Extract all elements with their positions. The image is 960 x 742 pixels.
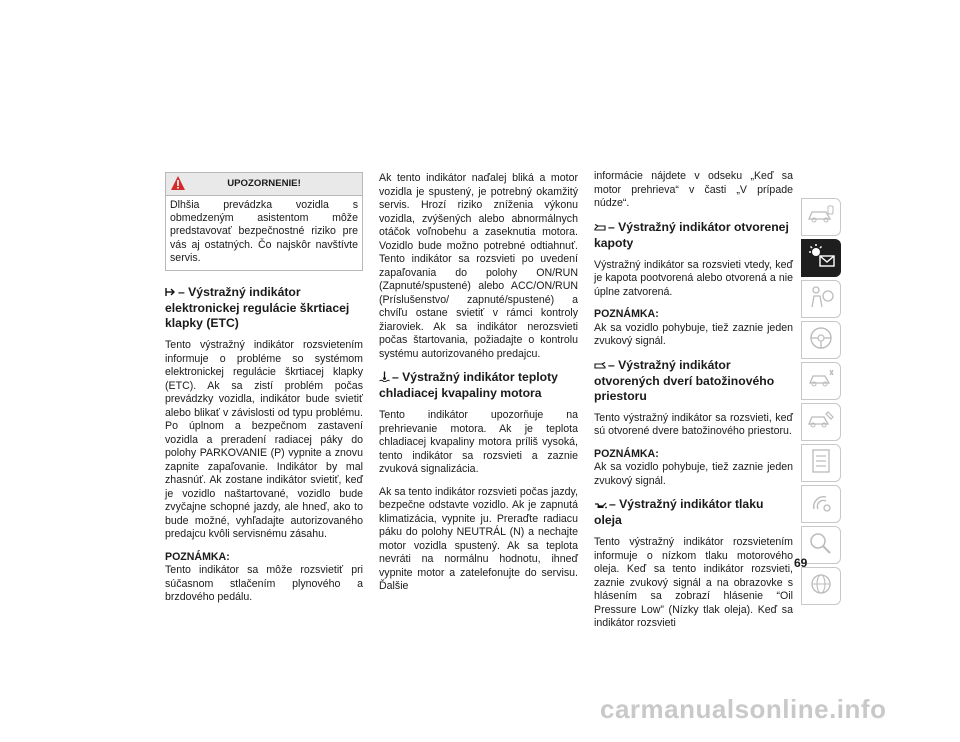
tab-instrument-panel[interactable] — [801, 239, 841, 277]
trunk-note-label: POZNÁMKA: — [594, 447, 659, 460]
coolant-heading — [379, 370, 578, 401]
etc-note-text: Tento indikátor sa môže rozsvietiť pri súčasnom stlačením plynového a brzdového pedálu. — [165, 564, 363, 604]
warning-box — [165, 172, 363, 271]
warning-triangle-icon — [170, 175, 186, 200]
coolant-paragraph-1: Tento indikátor upozorňuje na prehrievanie motora. Ak je teplota chladiacej kvapaliny motora príliš vysoká, tento indikátor sa rozsvieti a zaznie zvuková signalizácia. — [379, 409, 578, 475]
oil-heading — [594, 497, 793, 528]
coolant-temperature-icon — [379, 371, 390, 386]
satellite-icon — [806, 489, 836, 520]
warning-title: UPOZORNENIE! — [227, 178, 301, 189]
tab-specifications[interactable] — [801, 444, 841, 482]
tab-multimedia[interactable] — [801, 485, 841, 523]
warning-text: Dlhšia prevádzka vozidla s obmedzeným asistentom môže predstavovať bezpečnostné riziko pre vás aj ostatných. Čo najskôr navštívte servis. — [170, 199, 358, 264]
etc-continued-paragraph: Ak tento indikátor naďalej bliká a motor vozidla je spustený, je potrebný okamžitý servis. Hrozí riziko zníženia výkonu vozidla, zvýšených alebo abnormálnych otáčok voľnobehu a zaseknutia motora. Vozidlo bude možno potrebné odtiahnuť. Tento indikátor sa rozsvieti po uvedení zapaľovania do polohy ON/RUN (Zapnuté/spustené) alebo ACC/ON/RUN (Príslušenstvo/ zapnuté/spustené) a chvíľu ostane svietiť v rámci kontroly žiaroviek. Ak sa indikátor nerozsvieti počas štartovania, požiadajte o kontrolu systému autorizovaného predajcu. — [379, 172, 578, 360]
oil-pressure-icon — [594, 498, 607, 513]
oil-paragraph: Tento výstražný indikátor rozsvietením informuje o nízkom tlaku motorového oleja. Keď sa tento indikátor rozsvieti, zaznie zvukový signál a na obrazovke s hlásením sa zobrazí hlásenie “Oil Pressure Low” (Nízky tlak oleja). Keď sa indikátor rozsvieti — [594, 536, 793, 629]
tab-starting-driving[interactable] — [801, 321, 841, 359]
car-service-icon — [806, 408, 836, 437]
car-crash-icon — [806, 367, 836, 396]
hood-note-text: Ak sa vozidlo pohybuje, tiež zaznie jeden zvukový signál. — [594, 321, 793, 347]
hood-note — [594, 308, 793, 349]
etc-note-label: POZNÁMKA: — [165, 550, 230, 563]
column-3 — [594, 170, 793, 640]
hood-paragraph: Výstražný indikátor sa rozsvieti vtedy, keď je kapota pootvorená alebo otvorená a nie úplne zatvorená. — [594, 258, 793, 298]
hood-note-label: POZNÁMKA: — [594, 308, 659, 320]
trunk-note-text: Ak sa vozidlo pohybuje, tiež zaznie jeden zvukový signál. — [594, 461, 793, 487]
checklist-icon — [806, 448, 836, 479]
trunk-heading-text: – Výstražný indikátor otvorených dverí batožinového priestoru — [594, 357, 775, 403]
tab-vehicle-overview[interactable] — [801, 198, 841, 236]
etc-paragraph: Tento výstražný indikátor rozsvietením informuje o probléme so systémom elektronickej regulácie škrtiacej klapky (ETC). Ak sa zistí problém počas prevádzky vozidla, indikátor bude svietiť alebo blikať v závislosti od typu problému. Po úplnom a bezpečnom zastavení vozidla a preradení radiacej páky do polohy PARKOVANIE (P) vypnite a znovu zapnite zapaľovanie. Indikátor by mal zhasnúť. Ak zostane indikátor svietiť, keď je vozidlo naštartované, vozidlo bude zvyčajne schopné jazdy, ale hneď, ako to bude možné, vyhľadajte autorizovaného predajcu kvôli servisnému zásahu. — [165, 339, 363, 541]
etc-note — [165, 551, 363, 605]
hood-heading-text: – Výstražný indikátor otvorenej kapoty — [594, 219, 789, 250]
coolant-paragraph-2: Ak sa tento indikátor rozsvieti počas jazdy, bezpečne odstavte vozidlo. Ak je zapnutá klimatizácia, vypnite ju. Preraďte radiacu páku do polohy NEUTRÁL (N) a nechajte motor vozidla spustený. Ak sa teplota nevráti na normálnu hodnotu, ihneď vypnite motor a zatelefonujte do servisu. Ďalšie — [379, 485, 578, 592]
hood-open-icon — [594, 221, 606, 236]
hood-heading — [594, 220, 793, 251]
page-number: 69 — [794, 556, 808, 570]
magnifier-icon — [806, 530, 836, 561]
etc-indicator-icon — [165, 286, 176, 301]
oil-heading-text: – Výstražný indikátor tlaku oleja — [594, 497, 764, 527]
etc-heading-text: – Výstražný indikátor elektronickej regulácie škrtiacej klapky (ETC) — [165, 285, 350, 331]
tab-service[interactable] — [801, 403, 841, 441]
watermark-text: carmanualsonline.info — [600, 694, 887, 724]
tab-safety[interactable] — [801, 280, 841, 318]
language-icon — [806, 571, 836, 602]
chapter-tabs — [801, 198, 843, 608]
trunk-open-icon — [594, 359, 606, 374]
etc-heading — [165, 285, 363, 331]
trunk-paragraph: Tento výstražný indikátor sa rozsvieti, keď sú otvorené dvere batožinového priestoru. — [594, 411, 793, 437]
car-key-icon — [806, 204, 836, 231]
airbag-icon — [806, 285, 836, 314]
column-1 — [165, 172, 363, 614]
coolant-heading-text: – Výstražný indikátor teploty chladiacej kvapaliny motora — [379, 370, 558, 400]
column-2 — [379, 172, 578, 603]
steering-wheel-icon — [806, 325, 836, 356]
warning-header — [166, 173, 362, 196]
coolant-continued-paragraph: informácie nájdete v odseku „Keď sa motor prehrieva“ v časti „V prípade núdze“. — [594, 170, 793, 209]
tab-languages[interactable] — [801, 567, 841, 605]
warning-lights-icon — [806, 243, 836, 274]
trunk-heading — [594, 358, 793, 404]
trunk-note — [594, 448, 793, 489]
tab-emergency[interactable] — [801, 362, 841, 400]
